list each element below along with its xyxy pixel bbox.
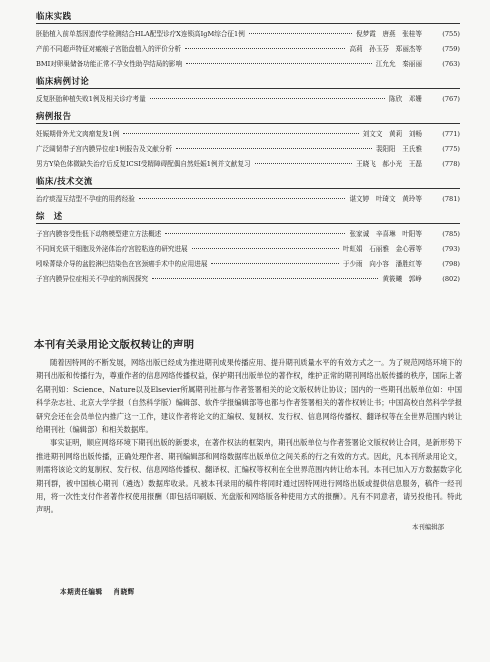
toc-entry[interactable] — [36, 27, 460, 42]
dot-leader — [176, 148, 372, 149]
toc-entry-page: (802) — [442, 275, 460, 283]
toc-entry-title: 反复胚胎种植失败1例及相关诊疗考量 — [36, 95, 146, 103]
toc-entry[interactable] — [36, 42, 460, 57]
toc-entry[interactable] — [36, 257, 460, 272]
toc-entry-page: (778) — [442, 160, 460, 168]
copyright-notice — [36, 338, 462, 531]
toc-section — [36, 175, 460, 207]
toc-entry-authors: 高莉 孙玉芬 郑丽杰等 — [349, 45, 422, 53]
dot-leader — [211, 263, 338, 264]
toc-entry-page: (781) — [442, 195, 460, 203]
dot-leader — [192, 248, 339, 249]
dot-leader — [123, 133, 358, 134]
toc-entry-title: 子宫内膜异位症相关不孕症的病因探究 — [36, 275, 149, 283]
toc-entry-authors: 张家诚 辛喜琳 叶阳等 — [349, 230, 422, 238]
toc-entry-authors: 于少雨 向小容 潘胜红等 — [342, 260, 422, 268]
toc-entry[interactable] — [36, 272, 460, 287]
toc-entry-authors: 黄筱曦 郭峥 — [382, 275, 422, 283]
toc-section-heading: 临床实践 — [36, 10, 460, 24]
toc-entry-authors: 江允允 秦丽丽 — [375, 60, 422, 68]
toc-entry[interactable] — [36, 57, 460, 72]
dot-leader — [150, 98, 385, 99]
dot-leader — [152, 278, 378, 279]
toc-section — [36, 110, 460, 172]
toc-section — [36, 10, 460, 72]
dot-leader — [185, 48, 345, 49]
toc-entry-authors: 刘文文 黄莉 刘畅 — [362, 130, 422, 138]
toc-section — [36, 75, 460, 107]
toc-entry-title: 子宫内膜容受性低下动物模型建立方法概述 — [36, 230, 162, 238]
toc-entry-page: (767) — [442, 95, 460, 103]
toc-entry[interactable] — [36, 242, 460, 257]
toc-entry[interactable] — [36, 142, 460, 157]
notice-paragraph-2: 事实证明，顺应网络环境下期刊出版的新要求，在著作权法的框架内，期刊出版单位与作者签署论文版权转让合同，是新形势下推进期刊网络出版传播，正确处理作者、期刊编辑部和网络数据库出版单位之间关系的行之有效的方式。因此，凡本刊所录用论文，则需将该论文的复制权、发行权、信息网络传播权、翻译权、汇编权等权利在全世界范围内转让给本刊。本刊已加入万方数据数字化期刊群，被中国核心期刊（遴选）数据库收录。凡被本刊录用的稿件将同时通过因特网进行网络出版或提供信息服务，稿件一经刊用，将一次性支付作者著作权使用报酬（即包括印刷版、光盘版和网络版各种使用方式的报酬）。凡有不同意者，请另投他刊。特此声明。 — [36, 438, 462, 515]
notice-title: 本刊有关录用论文版权转让的声明 — [34, 339, 195, 351]
toc-entry-page: (798) — [442, 260, 460, 268]
toc-section-heading: 病例报告 — [36, 110, 460, 124]
toc-entry[interactable] — [36, 92, 460, 107]
dot-leader — [186, 63, 372, 64]
toc-entry-title: 妊娠期骨外尤文肉瘤复发1例 — [36, 130, 120, 138]
editor-name: 肖晓辉 — [113, 588, 135, 596]
toc-entry-authors: 王晓飞 郝小光 王磊 — [356, 160, 422, 168]
toc-entry-title: 广泛阔韧带子宫内膜异位症1例报告及文献分析 — [36, 145, 173, 153]
toc-entry-page: (759) — [442, 45, 460, 53]
toc-entry[interactable] — [36, 157, 460, 172]
toc-entry-authors: 倪梦霞 唐燕 张桂等 — [356, 30, 422, 38]
toc-entry-authors: 陈欣 邓姗 — [389, 95, 422, 103]
editor-label: 本期责任编辑 — [60, 588, 103, 596]
toc-entry[interactable] — [36, 227, 460, 242]
toc-entry-page: (755) — [442, 30, 460, 38]
toc-entry-page: (793) — [442, 245, 460, 253]
toc-entry-authors: 谌文婷 叶琦文 黄玲等 — [349, 195, 422, 203]
notice-paragraph-1: 随着因特网的不断发展，网络出版已经成为推进期刊成果传播应用、提升期刊质量水平的有效方式之一。为了规范网络环境下的期刊出版和传播行为，尊重作者的信息网络传播权益，保护期刊出版单位的著作权，维护正常的期刊网络出版传播的秩序，国际上著名期刊如：Science、Nature以及Elsevier所属期刊社都与作者签署相关的论文版权转让协议；国内的一些期刊出版单位如：中国科学杂志社、北京大学学报（自然科学版）编辑部、软件学报编辑部等也都与作者签署相关的著作权转让书；中国高校自然科学学报研究会还在会员单位内推广这一工作，建议作者将论文的汇编权、复制权、发行权、信息网络传播权、翻译权等在全世界范围内转让给期刊社（编辑部）和相关数据库。 — [36, 358, 462, 435]
toc-entry-page: (775) — [442, 145, 460, 153]
toc-section — [36, 210, 460, 287]
toc-entry-page: (785) — [442, 230, 460, 238]
dot-leader — [249, 33, 352, 34]
toc-entry-authors: 叶虹娟 石丽雅 金心蓉等 — [342, 245, 422, 253]
dot-leader — [139, 198, 346, 199]
toc-entry-page: (763) — [442, 60, 460, 68]
toc-entry-title: 产前不同超声特征对瘢痕子宫胎盘植入的评价分析 — [36, 45, 182, 53]
toc-section-heading: 临床/技术交流 — [36, 175, 460, 189]
toc-section-heading: 综 述 — [36, 210, 460, 224]
toc-section-heading: 临床病例讨论 — [36, 75, 460, 89]
dot-leader — [255, 163, 353, 164]
table-of-contents — [36, 10, 460, 290]
notice-signature: 本刊编辑部 — [412, 522, 444, 531]
toc-entry-title: BMI对卵巢储备功能正常不孕女性助孕结局的影响 — [36, 60, 183, 68]
toc-entry-title: 治疗痰湿互结型不孕症的用药经验 — [36, 195, 135, 203]
responsible-editor — [60, 586, 143, 596]
toc-entry-title: 不同间充质干细胞及外泌体治疗宫腔粘连的研究进展 — [36, 245, 188, 253]
toc-entry-title: 男方Y染色体微缺失治疗后反复ICSI受精障碍配偶自然妊娠1例并文献复习 — [36, 160, 251, 168]
toc-entry[interactable] — [36, 192, 460, 207]
toc-entry[interactable] — [36, 127, 460, 142]
toc-entry-authors: 裴阳阳 王氏雅 — [375, 145, 422, 153]
toc-entry-page: (771) — [442, 130, 460, 138]
dot-leader — [165, 233, 345, 234]
toc-entry-title: 吲哚菁绿介导的盆腔淋巴结染色在宫颈癌手术中的应用进展 — [36, 260, 208, 268]
toc-entry-title: 胚胎植入前单基因遗传学检测结合HLA配型诊疗X连锁高IgM综合征1例 — [36, 30, 245, 38]
